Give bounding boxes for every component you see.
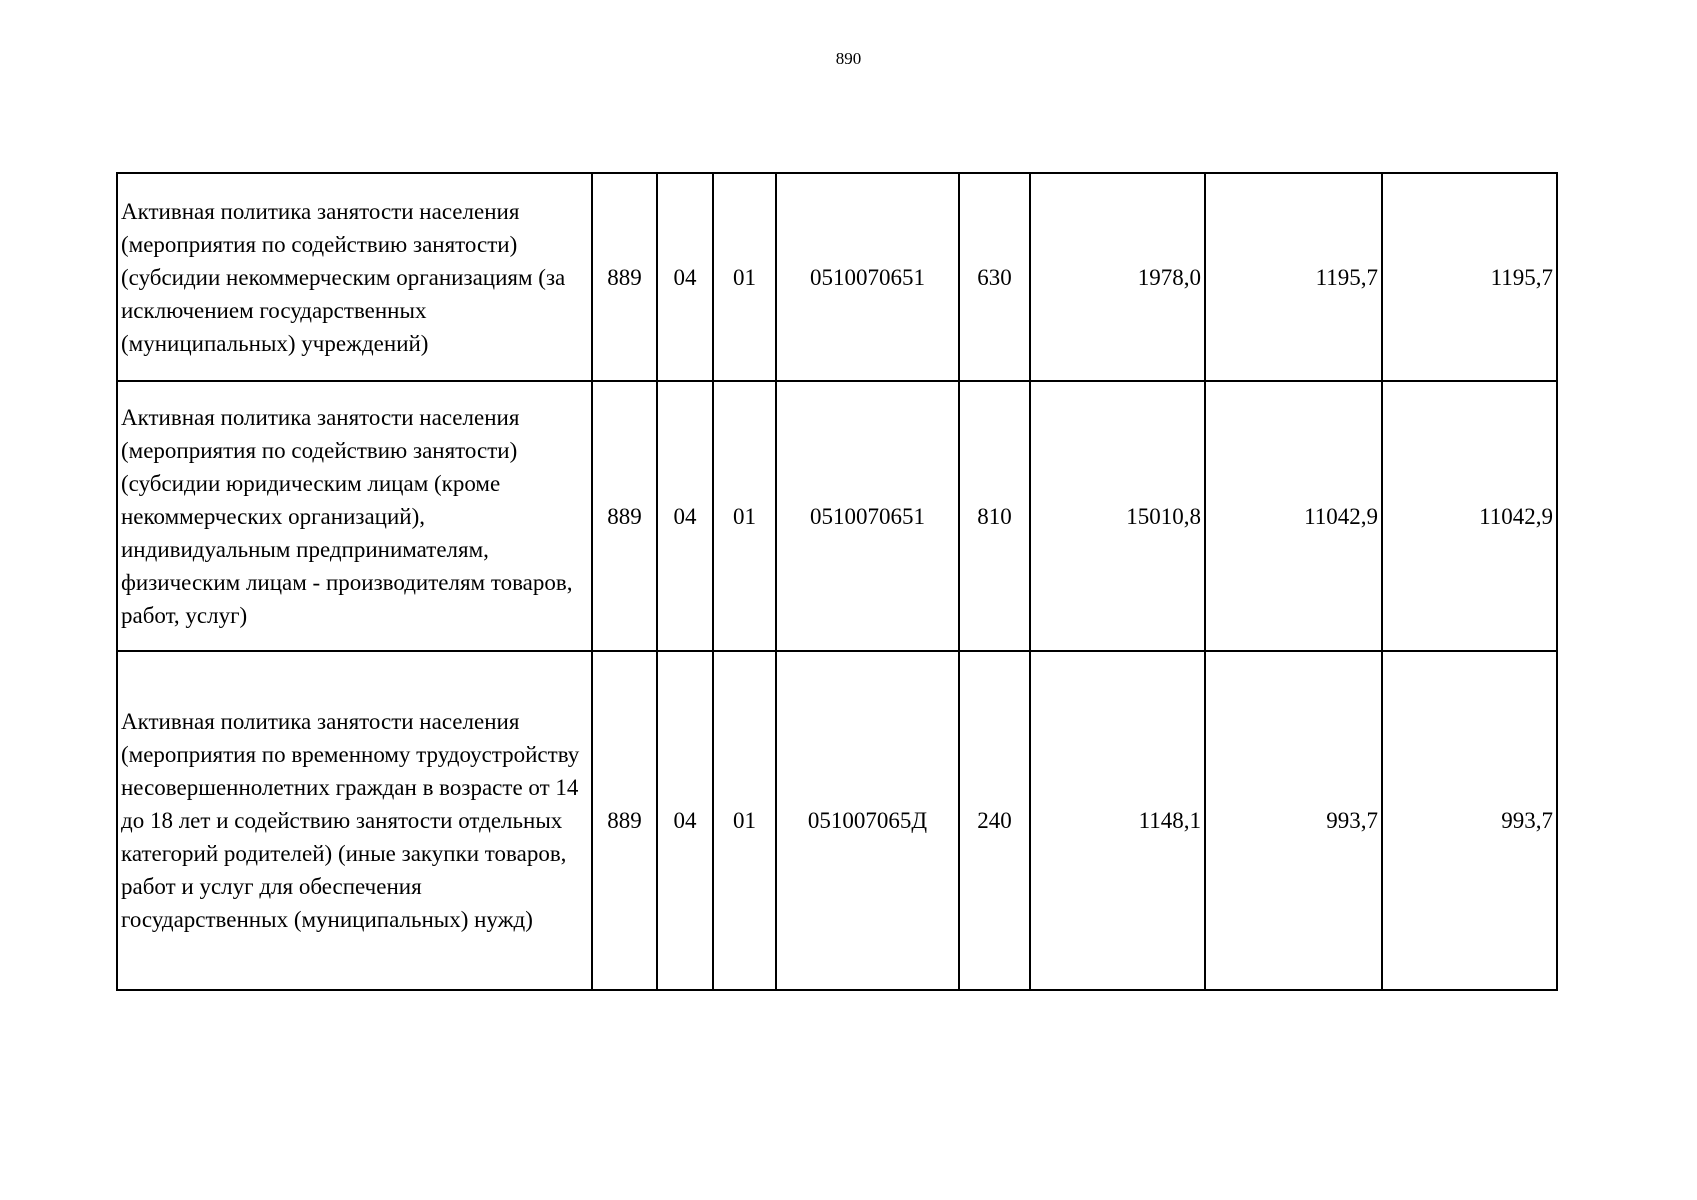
amount-2: 1195,7 xyxy=(1205,173,1382,381)
subsection-code: 01 xyxy=(713,651,776,990)
target-article-code: 0510070651 xyxy=(776,381,959,651)
subsection-code: 01 xyxy=(713,381,776,651)
ministry-code: 889 xyxy=(592,173,657,381)
amount-3: 993,7 xyxy=(1382,651,1557,990)
expense-type-code: 810 xyxy=(959,381,1030,651)
amount-1: 1978,0 xyxy=(1030,173,1205,381)
row-description: Активная политика занятости населения (мероприятия по временному трудоустройству несовершеннолетних граждан в возрасте от 14 до 18 лет и содействию занятости отдельных категорий родителей) (иные закупки товаров, работ и услуг для обеспечения государственных (муниципальных) нужд) xyxy=(117,651,592,990)
subsection-code: 01 xyxy=(713,173,776,381)
table-row xyxy=(117,381,1557,651)
budget-table xyxy=(116,172,1558,991)
row-description: Активная политика занятости населения (мероприятия по содействию занятости) (субсидии юридическим лицам (кроме некоммерческих организаций), индивидуальным предпринимателям, физическим лицам - производителям товаров, работ, услуг) xyxy=(117,381,592,651)
section-code: 04 xyxy=(657,651,713,990)
target-article-code: 0510070651 xyxy=(776,173,959,381)
amount-3: 11042,9 xyxy=(1382,381,1557,651)
row-description: Активная политика занятости населения (мероприятия по содействию занятости) (субсидии некоммерческим организациям (за исключением государственных (муниципальных) учреждений) xyxy=(117,173,592,381)
section-code: 04 xyxy=(657,381,713,651)
amount-1: 15010,8 xyxy=(1030,381,1205,651)
amount-2: 993,7 xyxy=(1205,651,1382,990)
expense-type-code: 630 xyxy=(959,173,1030,381)
table-row xyxy=(117,173,1557,381)
page-number: 890 xyxy=(835,49,862,68)
amount-2: 11042,9 xyxy=(1205,381,1382,651)
target-article-code: 051007065Д xyxy=(776,651,959,990)
table-row xyxy=(117,651,1557,990)
ministry-code: 889 xyxy=(592,651,657,990)
section-code: 04 xyxy=(657,173,713,381)
amount-3: 1195,7 xyxy=(1382,173,1557,381)
ministry-code: 889 xyxy=(592,381,657,651)
expense-type-code: 240 xyxy=(959,651,1030,990)
amount-1: 1148,1 xyxy=(1030,651,1205,990)
